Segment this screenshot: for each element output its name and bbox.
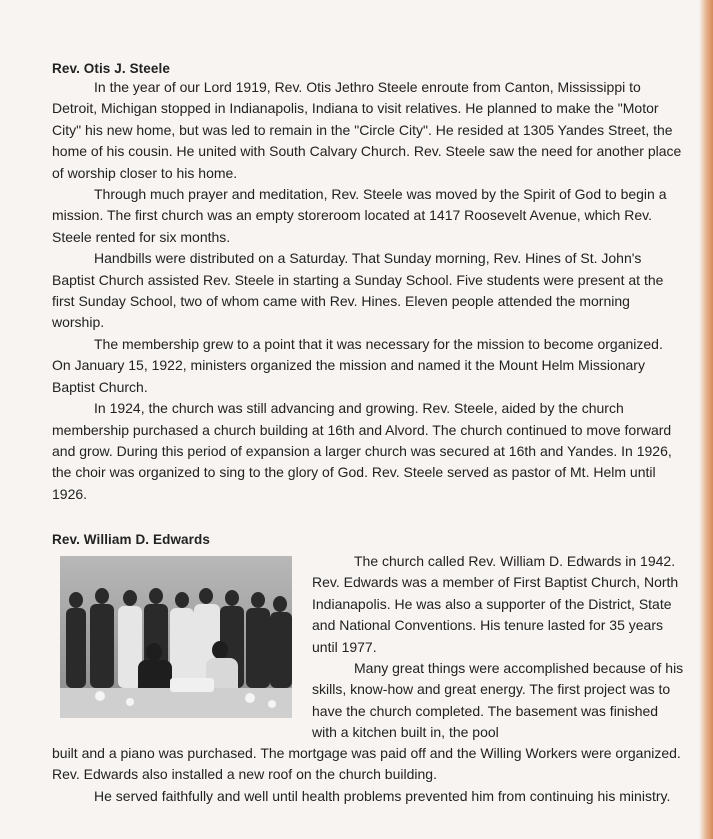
paragraph: Through much prayer and meditation, Rev. Steele was moved by the Spirit of God to begin a mission. The first church was an empty storeroom located at 1417 Roosevelt Avenue, which Rev. Steele rented for six months.	[52, 186, 667, 245]
paragraph-continuation: built and a piano was purchased. The mortgage was paid off and the Willing Workers were organized. Rev. Edwards also installed a new roof on the church building.	[52, 745, 681, 783]
paragraph: Handbills were distributed on a Saturday. That Sunday morning, Rev. Hines of St. John's Baptist Church assisted Rev. Steele in starting a Sunday School. Five students were present at the first Sunday School, two of whom came with Rev. Hines. Eleven people attended the morning worship.	[52, 250, 664, 331]
page-edge-shadow	[699, 0, 713, 839]
group-photograph	[60, 556, 292, 718]
section-heading-steele: Rev. Otis J. Steele	[52, 61, 170, 76]
paragraph: In the year of our Lord 1919, Rev. Otis Jethro Steele enroute from Canton, Mississippi to Detroit, Michigan stopped in Indianapolis, Indiana to visit relatives. He planned to make the "Motor City" his new home, but was led to remain in the "Circle City". He resided at 1305 Yandes Street, the home of his cousin. He united with South Calvary Church. Rev. Steele saw the need for another place of worship closer to his home.	[52, 79, 682, 181]
paragraph: In 1924, the church was still advancing and growing. Rev. Steele, aided by the church membership purchased a church building at 16th and Alvord. The church continued to move forward and grow. During this period of expansion a larger church was secured at 16th and Yandes. In 1926, the choir was organized to sing to the glory of God. Rev. Steele served as pastor of Mt. Helm until 1926.	[52, 400, 672, 502]
steele-biography	[52, 77, 682, 505]
paragraph: The church called Rev. William D. Edwards in 1942. Rev. Edwards was a member of First Baptist Church, North Indianapolis. He was also a supporter of the District, State and National Conventions. His tenure lasted for 35 years until 1977.	[312, 553, 679, 655]
photo-illustration	[60, 556, 292, 718]
edwards-column-text	[312, 551, 684, 744]
paragraph: The membership grew to a point that it was necessary for the mission to become organized. On January 15, 1922, ministers organized the mission and named it the Mount Helm Missionary Baptist Church.	[52, 335, 663, 395]
section-heading-edwards: Rev. William D. Edwards	[52, 532, 210, 547]
edwards-continuation	[52, 743, 682, 807]
paragraph: He served faithfully and well until health problems prevented him from continuing his ministry.	[94, 787, 671, 804]
paragraph: Many great things were accomplished because of his skills, know-how and great energy. The first project was to have the church completed. The basement was finished with a kitchen built in, the pool	[312, 660, 684, 741]
